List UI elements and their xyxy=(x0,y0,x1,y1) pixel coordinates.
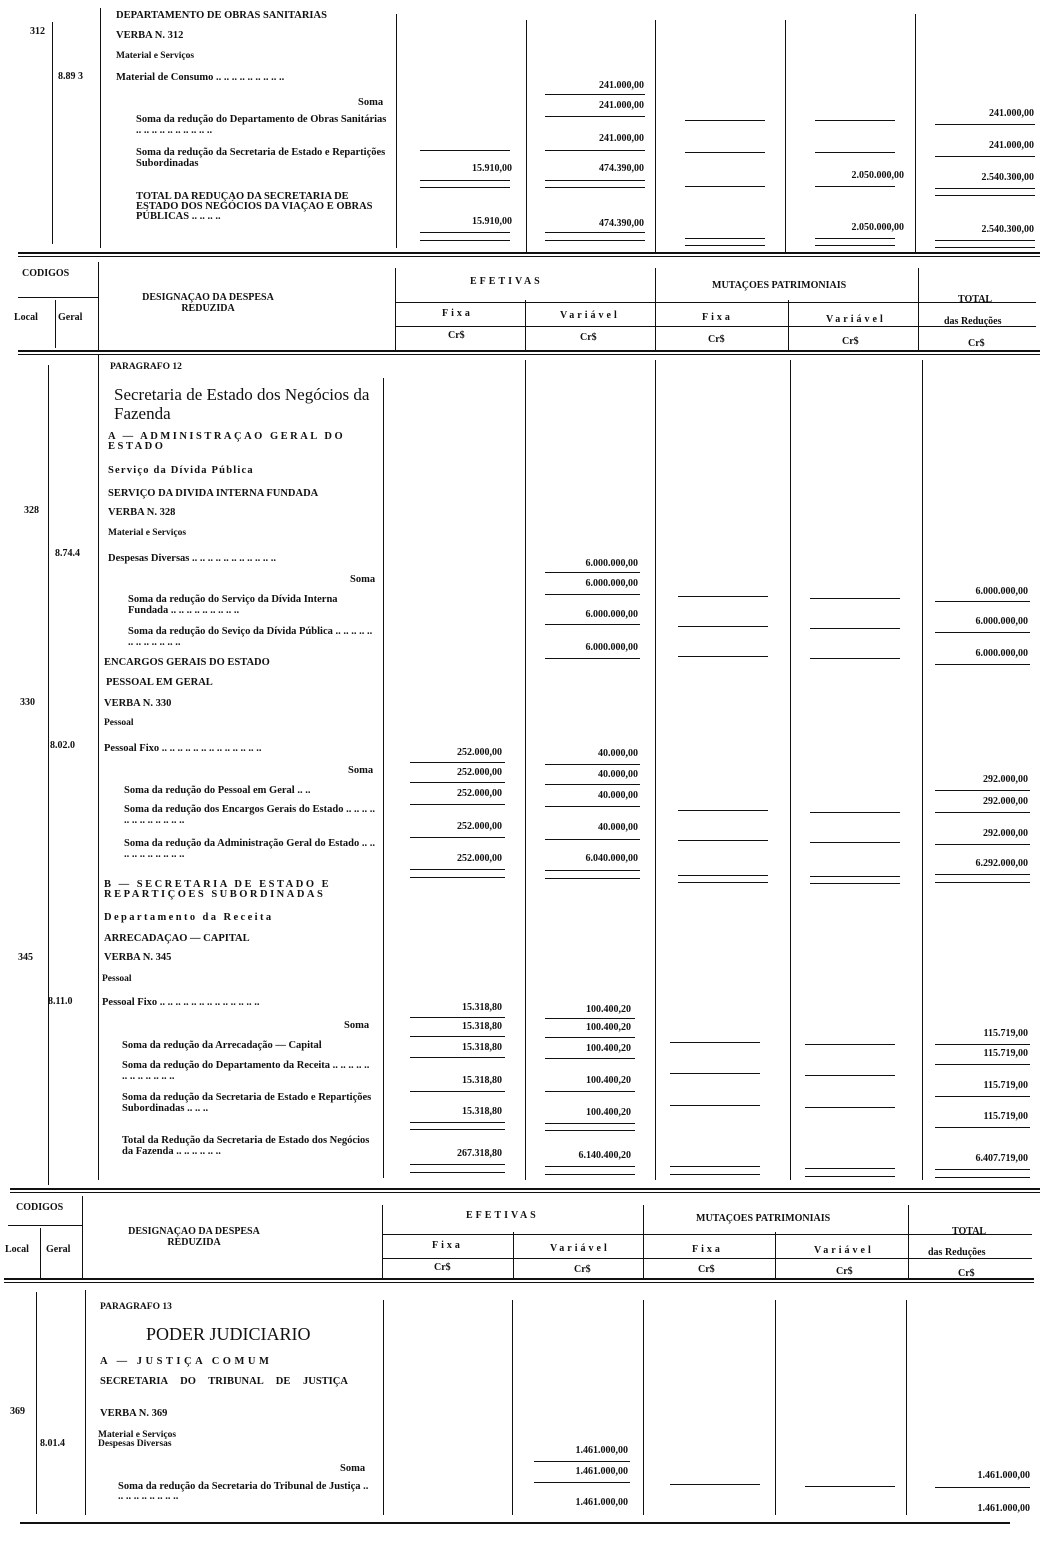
val: 252.000,00 xyxy=(457,853,502,864)
dept-receita: Departamento da Receita xyxy=(104,912,274,923)
val: 241.000,00 xyxy=(989,108,1034,119)
red-adm: Soma da redução da Administração Geral do Estado .. .. .. .. .. .. .. .. .. .. xyxy=(124,838,375,860)
crs: Cr$ xyxy=(448,330,465,341)
header-variavel-m: Variável xyxy=(814,1245,874,1256)
code-874: 8.74.4 xyxy=(55,548,80,559)
verba-label: VERBA N. 312 xyxy=(116,30,184,41)
verba-369: VERBA N. 369 xyxy=(100,1408,168,1419)
val: 241.000,00 xyxy=(989,140,1034,151)
val: 292.000,00 xyxy=(983,828,1028,839)
val: 15.318,80 xyxy=(462,1002,502,1013)
val: 2.540.300,00 xyxy=(981,224,1034,235)
crs: Cr$ xyxy=(574,1264,591,1275)
val: 6.292.000,00 xyxy=(975,858,1028,869)
pessoal-label: Pessoal xyxy=(102,974,132,984)
red-receita: Soma da redução do Departamento da Receita .. .. .. .. .. .. .. .. .. .. .. .. xyxy=(122,1060,370,1082)
val: 292.000,00 xyxy=(983,774,1028,785)
header-codigos: CODIGOS xyxy=(16,1202,64,1213)
val: 6.000.000,00 xyxy=(975,648,1028,659)
val: 100.400,20 xyxy=(586,1075,631,1086)
header-efetivas: EFETIVAS xyxy=(470,276,543,287)
val: 1.461.000,00 xyxy=(977,1470,1030,1481)
header-variavel-m: Variável xyxy=(826,314,886,325)
arrecadacao: ARRECADAÇAO — CAPITAL xyxy=(104,933,250,944)
code-369: 369 xyxy=(10,1406,25,1417)
val: 15.318,80 xyxy=(462,1042,502,1053)
secretaria-tribunal: SECRETARIA DO TRIBUNAL DE JUSTIÇA xyxy=(100,1376,348,1387)
code-local-312: 312 xyxy=(30,26,45,37)
header-fixa-m: Fixa xyxy=(702,312,733,323)
paragrafo-12: PARAGRAFO 12 xyxy=(110,362,182,372)
header-das-reducoes: das Reduções xyxy=(944,316,1002,327)
code-330: 330 xyxy=(20,697,35,708)
header-fixa: Fixa xyxy=(432,1240,463,1251)
val: 15.318,80 xyxy=(462,1106,502,1117)
despesas-label: Despesas Diversas xyxy=(98,1439,172,1449)
val: 100.400,20 xyxy=(586,1004,631,1015)
red-tribunal: Soma da redução da Secretaria do Tribunal de Justiça .. .. .. .. .. .. .. .. .. xyxy=(118,1481,369,1502)
val: 2.050.000,00 xyxy=(851,170,904,181)
val: 100.400,20 xyxy=(586,1043,631,1054)
soma-label: Soma xyxy=(344,1020,370,1031)
val: 6.000.000,00 xyxy=(585,578,638,589)
val: 6.000.000,00 xyxy=(585,642,638,653)
red-arrecadacao: Soma da redução da Arrecadação — Capital xyxy=(122,1040,322,1051)
consumo-label: Material de Consumo .. .. .. .. .. .. .. .. .. xyxy=(116,72,285,83)
titulo-judiciario: PODER JUDICIARIO xyxy=(146,1324,311,1344)
red-divida: Soma da redução do Seviço da Dívida Pública .. .. .. .. .. .. .. .. .. .. .. .. xyxy=(128,626,373,648)
val: 292.000,00 xyxy=(983,796,1028,807)
val: 1.461.000,00 xyxy=(575,1445,628,1456)
code-geral: 8.89 3 xyxy=(58,71,83,82)
val: 40.000,00 xyxy=(598,769,638,780)
header-codigos: CODIGOS xyxy=(22,268,70,279)
servico-divida-interna: SERVIÇO DA DIVIDA INTERNA FUNDADA xyxy=(108,488,319,499)
header-local: Local xyxy=(14,312,38,323)
crs: Cr$ xyxy=(434,1262,451,1273)
header-efetivas: EFETIVAS xyxy=(466,1210,539,1221)
val: 2.050.000,00 xyxy=(851,222,904,233)
crs: Cr$ xyxy=(842,336,859,347)
val: 241.000,00 xyxy=(599,133,644,144)
header-fixa-m: Fixa xyxy=(692,1244,723,1255)
code-345: 345 xyxy=(18,952,33,963)
titulo-fazenda: Secretaria de Estado dos Negócios da Fazenda xyxy=(114,385,370,423)
header-total: TOTAL xyxy=(958,294,993,305)
val: 40.000,00 xyxy=(598,748,638,759)
crs: Cr$ xyxy=(580,332,597,343)
val: 252.000,00 xyxy=(457,821,502,832)
val: 252.000,00 xyxy=(457,788,502,799)
val: 474.390,00 xyxy=(599,163,644,174)
red-pessoal: Soma da redução do Pessoal em Geral .. .. xyxy=(124,785,311,796)
val: 252.000,00 xyxy=(457,767,502,778)
header-local: Local xyxy=(5,1244,29,1255)
verba-328: VERBA N. 328 xyxy=(108,507,176,518)
soma-label: Soma xyxy=(348,765,374,776)
servico-divida: Serviço da Dívida Pública xyxy=(108,465,254,476)
pessoal-label: Pessoal xyxy=(104,718,134,728)
val: 115.719,00 xyxy=(983,1111,1028,1122)
red-secest: Soma da redução da Secretaria de Estado e Repartições Subordinadas .. .. .. xyxy=(122,1092,372,1114)
val: 40.000,00 xyxy=(598,822,638,833)
header-total: TOTAL xyxy=(952,1226,987,1237)
val: 252.000,00 xyxy=(457,747,502,758)
total-fazenda: Total da Redução da Secretaria de Estado dos Negócios da Fazenda .. .. .. .. .. .. xyxy=(122,1135,370,1157)
val: 6.000.000,00 xyxy=(975,586,1028,597)
verba-345: VERBA N. 345 xyxy=(104,952,172,963)
red-encargos: Soma da redução dos Encargos Gerais do Estado .. .. .. .. .. .. .. .. .. .. .. .. xyxy=(124,804,375,826)
code-328: 328 xyxy=(24,505,39,516)
crs: Cr$ xyxy=(968,338,985,349)
val: 6.000.000,00 xyxy=(585,558,638,569)
val: 267.318,80 xyxy=(457,1148,502,1159)
val: 1.461.000,00 xyxy=(575,1497,628,1508)
crs: Cr$ xyxy=(708,334,725,345)
val: 6.140.400,20 xyxy=(578,1150,631,1161)
soma-label: Soma xyxy=(340,1463,366,1474)
total-viacao-label: TOTAL DA REDUÇAO DA SECRETARIA DE ESTADO DOS NEGÓCIOS DA VIAÇAO E OBRAS PÚBLICAS .. .. .. .. xyxy=(136,191,373,222)
val: 15.910,00 xyxy=(472,216,512,227)
val: 15.318,80 xyxy=(462,1075,502,1086)
header-mutacoes: MUTAÇOES PATRIMONIAIS xyxy=(696,1213,831,1224)
header-geral: Geral xyxy=(46,1244,71,1255)
val: 241.000,00 xyxy=(599,100,644,111)
val: 100.400,20 xyxy=(586,1107,631,1118)
crs: Cr$ xyxy=(698,1264,715,1275)
val: 1.461.000,00 xyxy=(575,1466,628,1477)
material-label: Material e Serviços xyxy=(116,51,195,61)
val: 115.719,00 xyxy=(983,1048,1028,1059)
val: 241.000,00 xyxy=(599,80,644,91)
val: 474.390,00 xyxy=(599,218,644,229)
pessoal-fixo: Pessoal Fixo .. .. .. .. .. .. .. .. .. .. .. .. .. xyxy=(102,997,260,1008)
val: 100.400,20 xyxy=(586,1022,631,1033)
soma-label: Soma xyxy=(350,574,376,585)
encargos: ENCARGOS GERAIS DO ESTADO xyxy=(104,657,270,668)
val: 1.461.000,00 xyxy=(977,1503,1030,1514)
code-802: 8.02.0 xyxy=(50,740,75,751)
val: 6.040.000,00 xyxy=(585,853,638,864)
header-mutacoes: MUTAÇOES PATRIMONIAIS xyxy=(712,280,847,291)
red-servico: Soma da redução do Serviço da Dívida Interna Fundada .. .. .. .. .. .. .. .. .. xyxy=(128,594,338,616)
val: 15.318,80 xyxy=(462,1021,502,1032)
val: 6.407.719,00 xyxy=(975,1153,1028,1164)
code-811: 8.11.0 xyxy=(48,996,73,1007)
header-variavel: Variável xyxy=(560,310,620,321)
header-designacao: DESIGNAÇAO DA DESPESA REDUZIDA xyxy=(142,292,274,314)
dept-heading: DEPARTAMENTO DE OBRAS SANITARIAS xyxy=(116,10,327,21)
paragrafo-13: PARAGRAFO 13 xyxy=(100,1302,172,1312)
justica-comum: A — JUSTIÇA COMUM xyxy=(100,1356,273,1367)
material-label: Material e Serviços xyxy=(98,1430,177,1440)
header-das-reducoes: das Reduções xyxy=(928,1247,986,1258)
crs: Cr$ xyxy=(836,1266,853,1277)
red-dept-label: Soma da redução do Departamento de Obras Sanitárias .. .. .. .. .. .. .. .. .. .. xyxy=(136,114,387,136)
despesas-label: Despesas Diversas .. .. .. .. .. .. .. .. .. .. .. xyxy=(108,553,276,564)
val: 115.719,00 xyxy=(983,1028,1028,1039)
val: 40.000,00 xyxy=(598,790,638,801)
val: 6.000.000,00 xyxy=(585,609,638,620)
soma-label: Soma xyxy=(358,97,384,108)
val: 6.000.000,00 xyxy=(975,616,1028,627)
pessoal-fixo: Pessoal Fixo .. .. .. .. .. .. .. .. .. .. .. .. .. xyxy=(104,743,262,754)
secretaria-b: B — SECRETARIA DE ESTADO E REPARTIÇOES SUBORDINADAS xyxy=(104,879,332,900)
pessoal-geral: PESSOAL EM GERAL xyxy=(106,677,213,688)
red-sec-label: Soma da redução da Secretaria de Estado e Repartições Subordinadas xyxy=(136,147,386,169)
verba-330: VERBA N. 330 xyxy=(104,698,172,709)
material-label: Material e Serviços xyxy=(108,528,187,538)
crs: Cr$ xyxy=(958,1268,975,1279)
val: 115.719,00 xyxy=(983,1080,1028,1091)
header-fixa: Fixa xyxy=(442,308,473,319)
code-8014: 8.01.4 xyxy=(40,1438,65,1449)
header-designacao: DESIGNAÇAO DA DESPESA REDUZIDA xyxy=(128,1226,260,1248)
val: 2.540.300,00 xyxy=(981,172,1034,183)
val: 15.910,00 xyxy=(472,163,512,174)
adm-geral: A — ADMINISTRAÇAO GERAL DO ESTADO xyxy=(108,431,346,452)
header-variavel: Variável xyxy=(550,1243,610,1254)
header-geral: Geral xyxy=(58,312,83,323)
